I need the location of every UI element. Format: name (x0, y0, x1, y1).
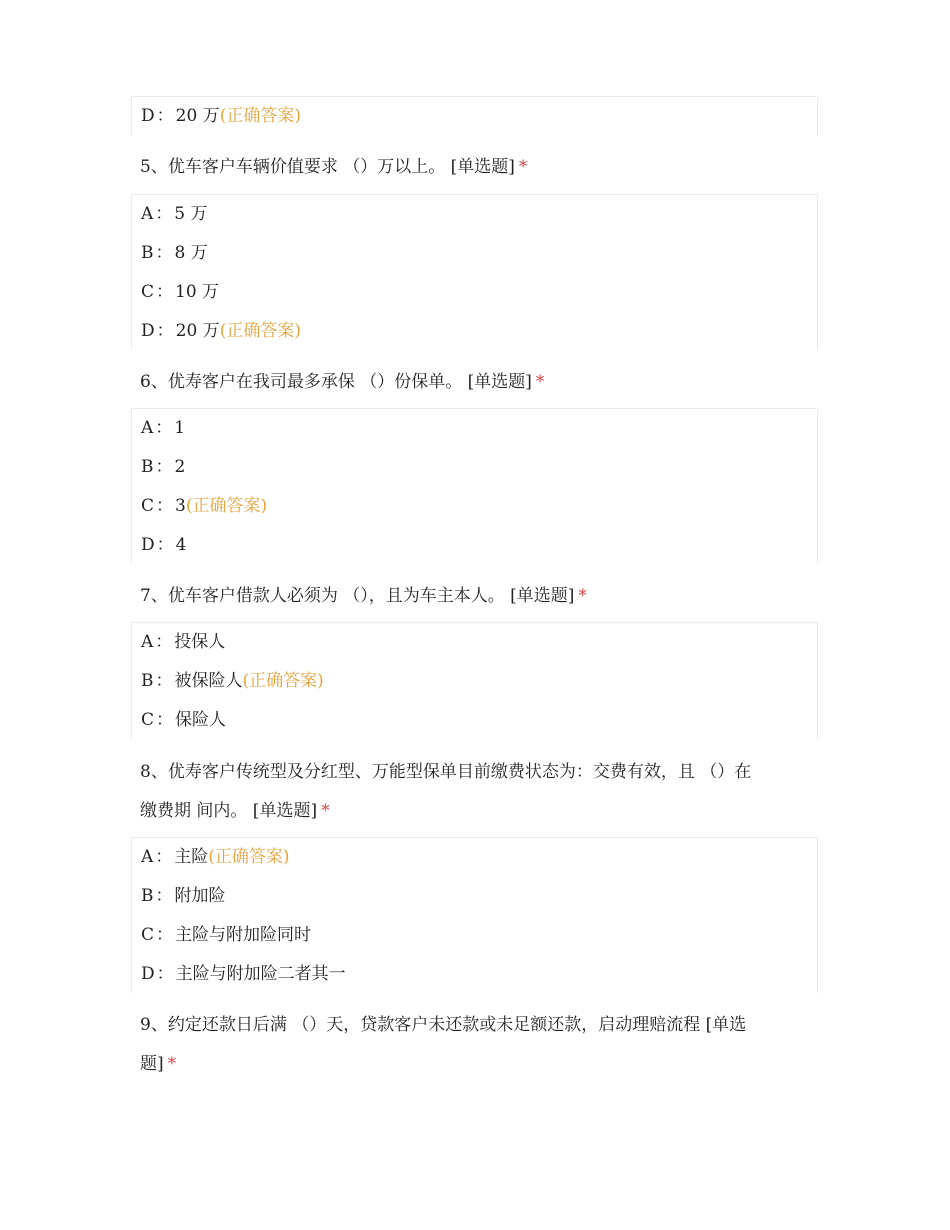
option-letter: B (141, 886, 154, 906)
option-separator: ： (156, 710, 174, 730)
question-title-8-line-1 (140, 799, 812, 823)
required-marker: * (167, 1054, 177, 1074)
option-c (141, 708, 226, 732)
correct-answer-label: (正确答案) (219, 106, 301, 126)
option-separator: ： (156, 321, 174, 341)
question-text: 7、优车客户借款人必须为 （），且为车主本人。 [单选题] (140, 586, 575, 606)
option-text: 3 (175, 496, 186, 516)
option-text: 附加险 (174, 886, 226, 906)
question-title-9-line-1 (140, 1052, 812, 1076)
correct-answer-label: (正确答案) (219, 321, 301, 341)
option-separator: ： (155, 632, 173, 652)
option-text: 20 万 (175, 321, 220, 341)
option-text: 投保人 (174, 632, 226, 652)
option-c (141, 923, 311, 947)
option-separator: ： (155, 243, 173, 263)
option-letter: C (141, 496, 155, 516)
option-separator: ： (155, 671, 173, 691)
option-list-5 (131, 194, 818, 350)
question-text: 8、优寿客户传统型及分红型、万能型保单目前缴费状态为：交费有效，且 （）在 (140, 762, 752, 782)
option-b (141, 669, 324, 693)
option-separator: ： (155, 457, 173, 477)
option-text: 主险与附加险同时 (175, 925, 312, 945)
option-text: 主险与附加险二者其一 (175, 964, 346, 984)
option-a (141, 416, 185, 440)
option-letter: C (141, 282, 155, 302)
required-marker: * (535, 372, 545, 392)
option-text: 被保险人 (174, 671, 243, 691)
option-separator: ： (155, 886, 173, 906)
option-d (141, 533, 186, 557)
option-text: 2 (174, 457, 186, 477)
option-d (141, 962, 346, 986)
option-separator: ： (155, 418, 173, 438)
option-b (141, 455, 185, 479)
option-a (141, 202, 208, 226)
option-letter: B (141, 243, 154, 263)
option-letter: B (141, 457, 154, 477)
option-text: 8 万 (174, 243, 208, 263)
option-list-7 (131, 622, 818, 740)
option-letter: A (141, 418, 154, 438)
option-b (141, 884, 226, 908)
required-marker: * (321, 801, 330, 821)
option-text: 4 (175, 535, 187, 555)
option-text: 10 万 (175, 282, 220, 302)
question-text: 6、优寿客户在我司最多承保 （）份保单。 [单选题] (140, 372, 532, 392)
option-text: 主险 (174, 847, 209, 867)
option-text: 20 万 (175, 106, 220, 126)
option-separator: ： (155, 204, 173, 224)
option-c (141, 494, 267, 518)
option-separator: ： (156, 496, 174, 516)
option-separator: ： (156, 282, 174, 302)
option-letter: D (141, 964, 155, 984)
option-list-8 (131, 837, 818, 993)
option-text: 保险人 (175, 710, 227, 730)
correct-answer-label: (正确答案) (208, 847, 290, 867)
option-letter: C (141, 710, 155, 730)
option-b (141, 241, 208, 265)
option-letter: D (141, 106, 155, 126)
question-title-6-line-0 (140, 370, 812, 394)
option-separator: ： (156, 925, 174, 945)
question-text: 题] (140, 1054, 164, 1074)
option-separator: ： (155, 847, 173, 867)
option-text: 1 (174, 418, 186, 438)
question-text: 5、优车客户车辆价值要求 （）万以上。 [单选题] (140, 157, 515, 177)
option-d (141, 319, 301, 343)
question-text: 9、约定还款日后满 （）天，贷款客户未还款或未足额还款，启动理赔流程 [单选 (140, 1015, 747, 1035)
question-title-9-line-0 (140, 1013, 812, 1037)
correct-answer-label: (正确答案) (185, 496, 268, 516)
option-separator: ： (156, 106, 174, 126)
required-marker: * (518, 157, 528, 177)
option-text: 5 万 (174, 204, 208, 224)
option-letter: D (141, 321, 155, 341)
option-letter: C (141, 925, 155, 945)
option-letter: D (141, 535, 155, 555)
correct-answer-label: (正确答案) (242, 671, 324, 691)
option-letter: B (141, 671, 154, 691)
question-title-7-line-0 (140, 584, 812, 608)
question-title-5-line-0 (140, 155, 812, 179)
option-list-6 (131, 408, 818, 564)
required-marker: * (578, 586, 587, 606)
option-d (141, 104, 301, 128)
option-a (141, 630, 225, 654)
option-letter: A (141, 204, 154, 224)
option-separator: ： (156, 535, 174, 555)
option-list-0 (131, 96, 818, 136)
option-letter: A (141, 847, 154, 867)
option-letter: A (141, 632, 154, 652)
question-title-8-line-0 (140, 760, 812, 784)
question-text: 缴费期 间内。 [单选题] (140, 801, 318, 821)
option-c (141, 280, 219, 304)
option-a (141, 845, 290, 869)
option-separator: ： (156, 964, 174, 984)
